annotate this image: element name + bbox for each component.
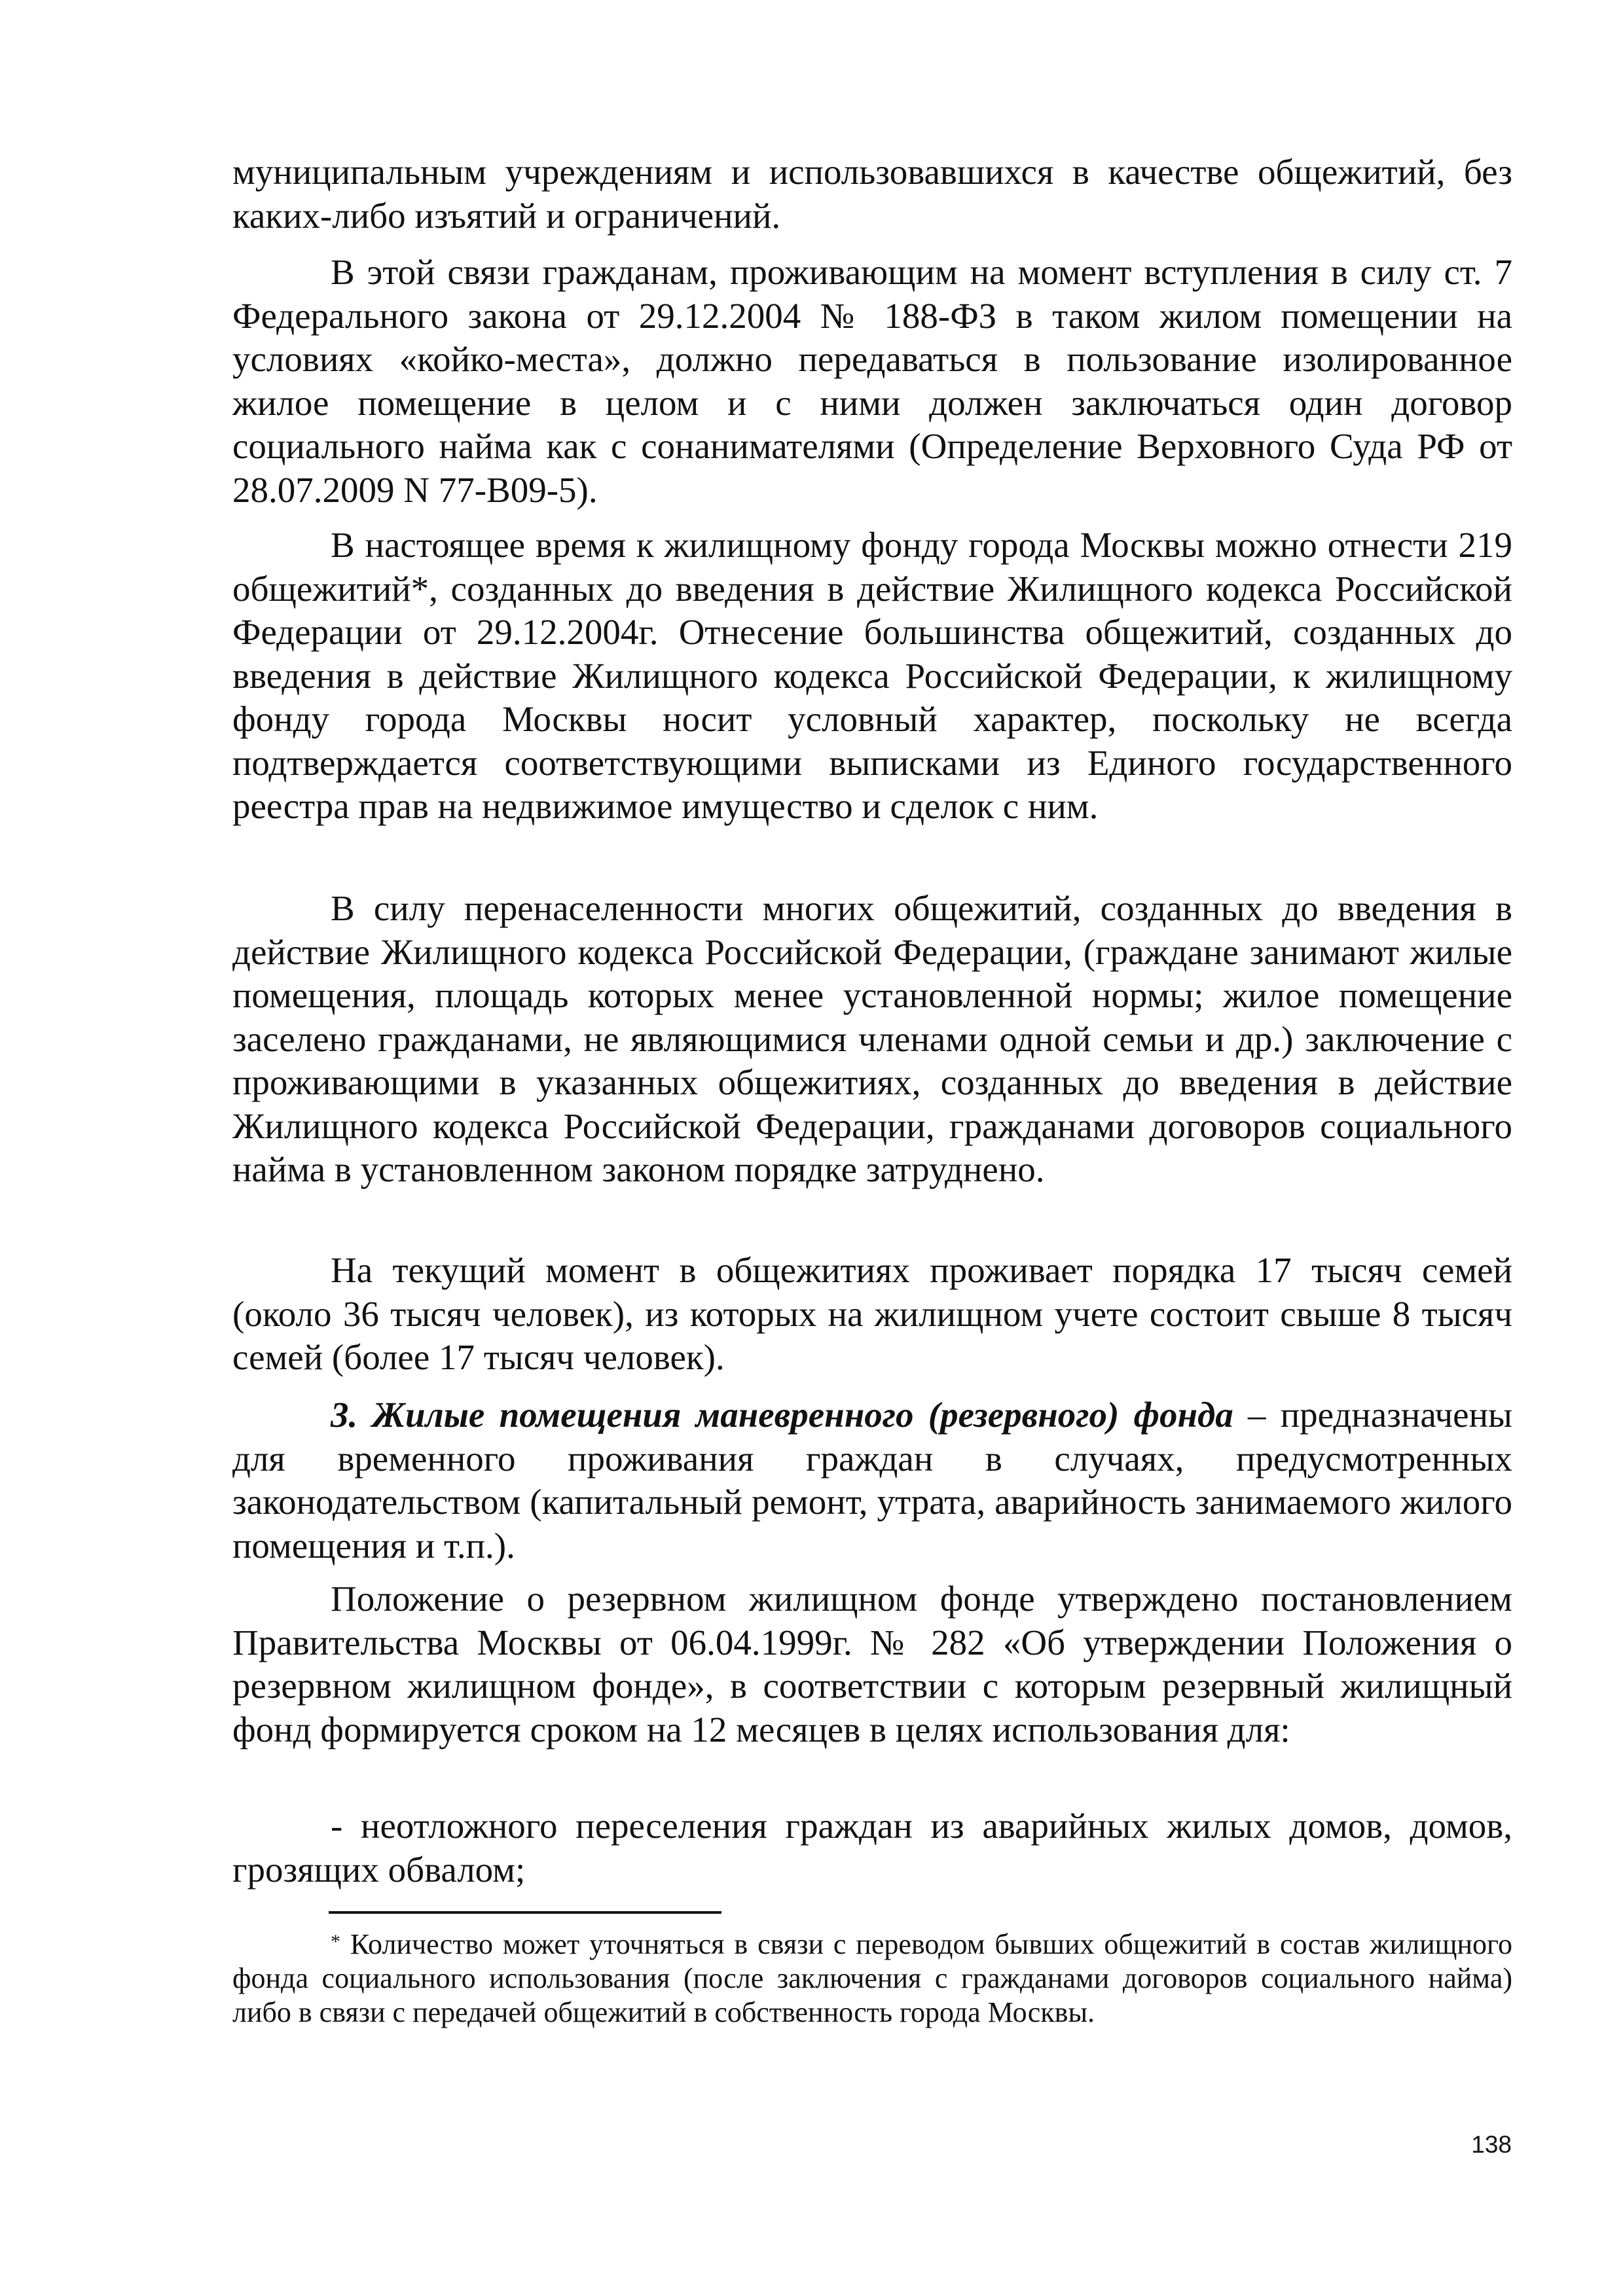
footnote-mark: * [331,1931,340,1952]
section-reserve-fund [232,1393,1512,1568]
paragraph-text: В силу перенаселенности многих общежитий, созданных до введения в действие Жилищного кодекса Российской Федерации, (граждане занимают жилые помещения, площадь которых менее установленной нормы; жилое помещение заселено гражданами, не являющимися членами одной семьи и др.) заключение с проживающими в указанных общежитиях, созданных до введения в действие Жилищного кодекса Российской Федерации, гражданами договоров социального найма в установленном законом порядке затруднено. [232,888,1512,1189]
paragraph-overcrowding [232,887,1512,1192]
paragraph-residents [232,1249,1512,1380]
paragraph-hostel-contract [232,251,1512,512]
paragraph-text: Положение о резервном жилищном фонде утверждено постановлением Правительства Москвы от 06.04.1999г. № 282 «Об утверждении Положения о резервном жилищном фонде», в соответствии с которым резервный жилищный фонд формируется сроком на 12 месяцев в целях использования для: [232,1579,1512,1749]
page-number: 138 [1471,2131,1512,2158]
footnote-text: Количество может уточняться в связи с переводом бывших общежитий в состав жилищного фонда социального использования (после заключения с гражданами договоров социального найма) либо в связи с передачей общежитий в собственность города Москвы. [232,1928,1512,2028]
footnote-separator [329,1911,721,1914]
paragraph-text: муниципальным учреждениям и использовавшихся в качестве общежитий, без каких-либо изъятий и ограничений. [232,152,1512,236]
paragraph-text: В настоящее время к жилищному фонду города Москвы можно отнести 219 общежитий*, созданных до введения в действие Жилищного кодекса Российской Федерации от 29.12.2004г. Отнесение большинства общежитий, созданных до введения в действие Жилищного кодекса Российской Федерации, к жилищному фонду города Москвы носит условный характер, поскольку не всегда подтверждается соответствующими выписками из Единого государственного реестра прав на недвижимое имущество и сделок с ним. [232,525,1512,826]
section-paragraph [232,1393,1512,1568]
paragraph-regulation [232,1577,1512,1751]
paragraph-continuation [232,151,1512,238]
paragraph-text: На текущий момент в общежитиях проживает порядка 17 тысяч семей (около 36 тысяч человек), из которых на жилищном учете состоит свыше 8 тысяч семей (более 17 тысяч человек). [232,1250,1512,1377]
list-item-relocation [232,1804,1512,1892]
section-heading: 3. Жилые помещения маневренного (резервного) фонда [331,1395,1233,1435]
section-text: – предназначены для временного проживания граждан в случаях, предусмотренных законодательством (капитальный ремонт, утрата, аварийность занимаемого жилого помещения и т.п.). [232,1395,1512,1566]
paragraph-text: В этой связи гражданам, проживающим на момент вступления в силу ст. 7 Федерального закона от 29.12.2004 № 188-ФЗ в таком жилом помещении на условиях «койко-места», должно передаваться в пользование изолированное жилое помещение в целом и с ними должен заключаться один договор социального найма как с сонанимателями (Определение Верховного Суда РФ от 28.07.2009 N 77-В09-5). [232,252,1512,510]
footnote [232,1928,1512,2030]
list-item: - неотложного переселения граждан из аварийных жилых домов, домов, грозящих обвалом; [232,1806,1512,1890]
paragraph-hostel-count [232,524,1512,829]
